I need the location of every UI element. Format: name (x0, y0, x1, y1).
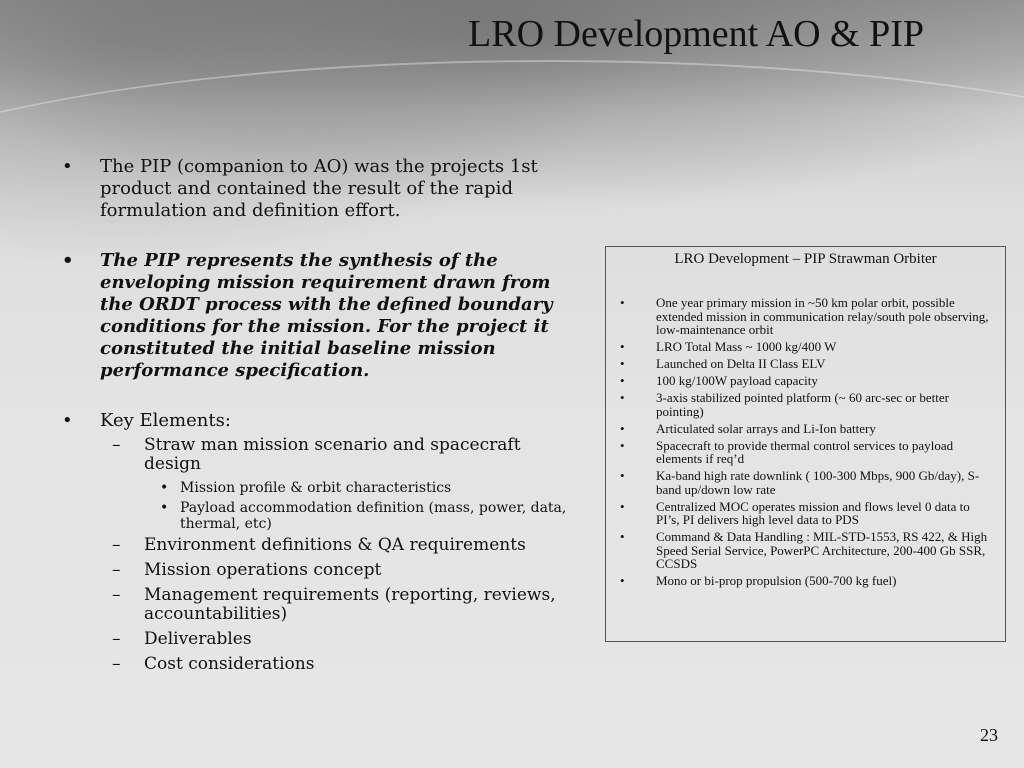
bullet-item (62, 410, 572, 432)
spec-item (620, 439, 995, 466)
key-element-text: Cost considerations (144, 654, 315, 674)
bullet-marker: • (620, 295, 625, 310)
spec-text: One year primary mission in ~50 km polar orbit, possible extended mission in communication relay/south pole observing, low-maintenance orbit (656, 295, 989, 337)
straw-man-details-list (160, 480, 572, 532)
key-element-item (112, 436, 572, 474)
bullet-marker: • (620, 339, 625, 354)
bullet-marker: • (160, 500, 169, 516)
key-element-text: Environment definitions & QA requirements (144, 535, 526, 555)
key-element-text: Deliverables (144, 629, 252, 649)
bullet-marker: • (62, 156, 73, 177)
detail-item (160, 480, 572, 496)
detail-text: Payload accommodation definition (mass, power, data, thermal, etc) (180, 500, 567, 532)
slide-title: LRO Development AO & PIP (468, 13, 924, 55)
bullet-marker: • (620, 390, 625, 405)
spec-text: Spacecraft to provide thermal control services to payload elements if req’d (656, 437, 954, 466)
detail-text: Mission profile & orbit characteristics (180, 480, 452, 496)
spec-item (620, 391, 995, 418)
spec-text: Centralized MOC operates mission and flows level 0 data to PI’s, PI delivers high level data to PDS (656, 498, 970, 527)
bullet-marker: • (620, 529, 625, 544)
bullet-marker: • (620, 573, 625, 588)
bullet-marker: • (620, 420, 625, 436)
dash-marker: – (112, 560, 121, 580)
spec-item (620, 374, 995, 388)
bullet-marker: • (620, 468, 625, 483)
dash-marker: – (112, 535, 121, 555)
spec-text: 100 kg/100W payload capacity (656, 373, 818, 388)
orbiter-spec-list (606, 296, 1005, 588)
bullet-marker: • (62, 250, 74, 271)
main-bullet-list (62, 156, 572, 680)
bullet-marker: • (620, 498, 625, 514)
bullet-item (62, 250, 572, 382)
spec-item (620, 530, 995, 571)
key-elements-list (112, 436, 572, 674)
spec-text: 3-axis stabilized pointed platform (~ 60 arc-sec or better pointing) (656, 390, 949, 419)
bullet-text: The PIP (companion to AO) was the projects 1st product and contained the result of the rapid formulation and definition effort. (100, 156, 538, 221)
bullet-text: The PIP represents the synthesis of the enveloping mission requirement drawn from the ORDT process with the defined boundary conditions for the mission. For the project it constituted the initial baseline mission performance specification. (100, 250, 553, 381)
detail-item (160, 500, 572, 532)
bullet-marker: • (620, 373, 625, 388)
bullet-text: Key Elements: (100, 410, 231, 431)
spec-text: Command & Data Handling : MIL-STD-1553, RS 422, & High Speed Serial Service, PowerPC Architecture, 200-400 Gb SSR, CCSDS (656, 529, 988, 571)
key-element-text: Mission operations concept (144, 560, 382, 580)
key-element-item (112, 655, 572, 674)
spec-text: Articulated solar arrays and Li-Ion battery (656, 420, 876, 436)
spec-text: Ka-band high rate downlink ( 100-300 Mbps, 900 Gb/day), S-band up/down low rate (656, 468, 980, 497)
spec-item (620, 296, 995, 337)
spec-item (620, 422, 995, 436)
key-element-text: Straw man mission scenario and spacecraft design (144, 435, 521, 474)
bullet-marker: • (160, 480, 169, 496)
key-element-item (112, 586, 572, 624)
strawman-orbiter-box (605, 246, 1006, 642)
spec-text: LRO Total Mass ~ 1000 kg/400 W (656, 339, 837, 354)
bullet-marker: • (62, 410, 73, 431)
key-element-item (112, 561, 572, 580)
key-element-item (112, 630, 572, 649)
bullet-item (62, 156, 572, 222)
page-number: 23 (980, 725, 998, 745)
spec-item (620, 500, 995, 527)
dash-marker: – (112, 654, 121, 674)
spec-item (620, 340, 995, 354)
key-element-item (112, 536, 572, 555)
dash-marker: – (112, 629, 121, 649)
spec-item (620, 469, 995, 496)
bullet-marker: • (620, 356, 625, 371)
spec-item (620, 357, 995, 371)
dash-marker: – (112, 435, 121, 455)
key-element-text: Management requirements (reporting, reviews, accountabilities) (144, 585, 556, 624)
spec-text: Launched on Delta II Class ELV (656, 356, 826, 371)
box-title: LRO Development – PIP Strawman Orbiter (674, 251, 937, 267)
dash-marker: – (112, 585, 121, 605)
spec-item (620, 574, 995, 588)
spec-text: Mono or bi-prop propulsion (500-700 kg fuel) (656, 573, 897, 588)
bullet-marker: • (620, 437, 625, 453)
